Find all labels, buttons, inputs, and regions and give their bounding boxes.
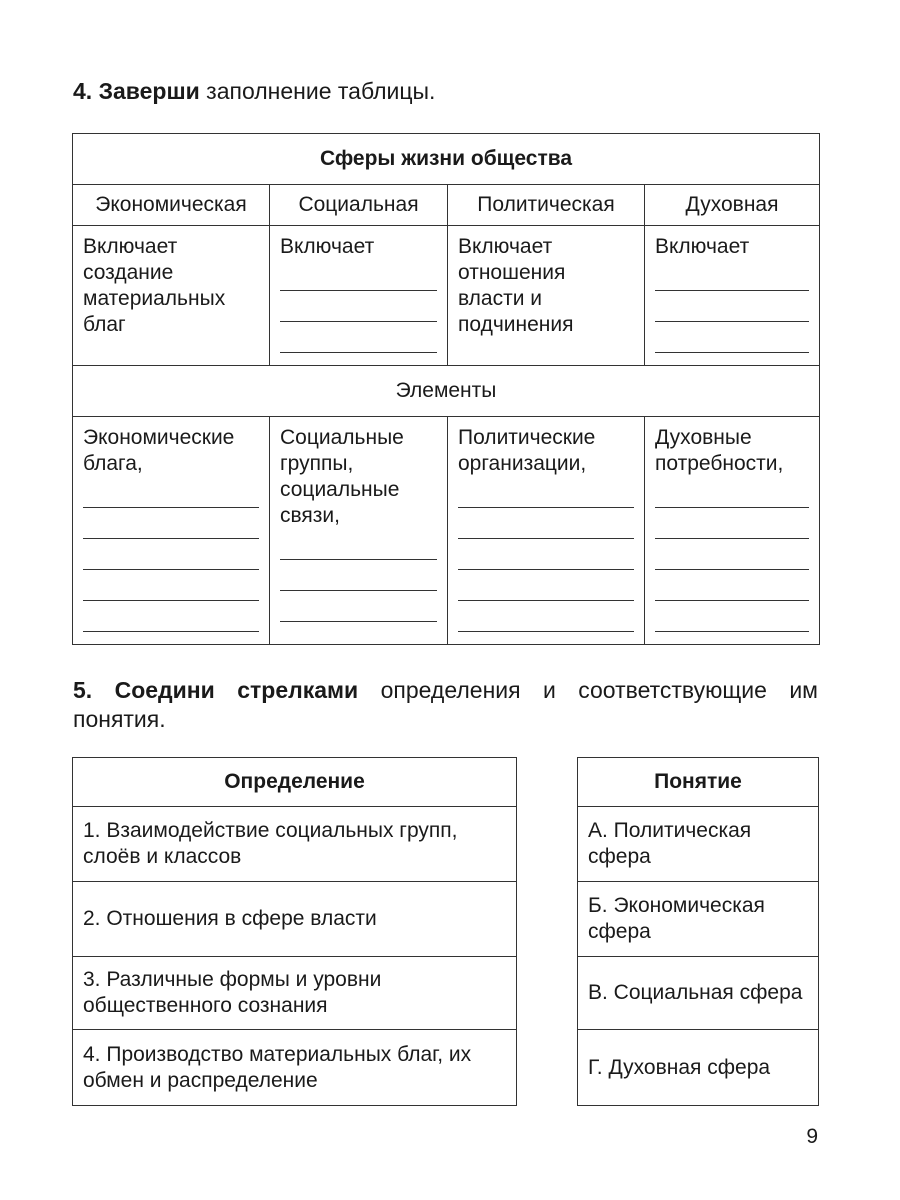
answer-line[interactable]: [655, 601, 809, 632]
concept-item[interactable]: Б. Экономическая сфера: [578, 882, 818, 957]
answer-line[interactable]: [458, 570, 634, 601]
includes-spiritual: [645, 226, 820, 366]
includes-social: [270, 226, 448, 366]
spheres-table: [72, 133, 820, 645]
includes-text: Включает создание материальных благ: [83, 235, 226, 336]
answer-line[interactable]: [458, 601, 634, 632]
concepts-header: Понятие: [578, 758, 818, 807]
answer-line[interactable]: [655, 260, 809, 291]
concept-item[interactable]: Г. Духовная сфера: [588, 1055, 771, 1079]
task-text: заполнение таблицы.: [199, 78, 436, 104]
answer-line[interactable]: [83, 508, 259, 539]
answer-line[interactable]: [655, 570, 809, 601]
definitions-table: [72, 757, 517, 1106]
elements-political: [448, 417, 645, 645]
includes-economic: [73, 226, 270, 366]
answer-line[interactable]: [280, 560, 437, 591]
answer-line[interactable]: [83, 570, 259, 601]
answer-line[interactable]: [280, 591, 437, 622]
answer-line[interactable]: [655, 477, 809, 508]
answer-line[interactable]: [83, 601, 259, 632]
elements-header: Элементы: [73, 366, 820, 417]
answer-line[interactable]: [83, 539, 259, 570]
task-verb: Соедини стрелками: [114, 677, 359, 703]
col-header-spiritual: Духовная: [645, 185, 820, 226]
elements-economic: [73, 417, 270, 645]
task-verb: Заверши: [98, 78, 200, 104]
includes-text: Включает отношения власти и подчинения: [458, 235, 574, 336]
elements-social: [270, 417, 448, 645]
col-header-social: Социальная: [270, 185, 448, 226]
page-number: 9: [806, 1125, 818, 1148]
task-5-title: [73, 676, 818, 734]
task-4-title: [73, 77, 435, 105]
definition-item[interactable]: 2. Отношения в сфере власти: [73, 882, 516, 957]
elements-text: Экономические блага,: [83, 426, 235, 475]
elements-text: Духовные потребности,: [655, 426, 784, 475]
answer-line[interactable]: [458, 539, 634, 570]
answer-line[interactable]: [655, 539, 809, 570]
answer-line[interactable]: [280, 322, 437, 353]
includes-text: Включает: [280, 235, 375, 258]
answer-line[interactable]: [655, 322, 809, 353]
answer-line[interactable]: [83, 477, 259, 508]
definition-item[interactable]: 1. Взаимодействие социальных групп, слоёв и классов: [73, 807, 516, 882]
concept-item[interactable]: А. Политическая сфера: [578, 807, 818, 882]
col-header-political: Политическая: [448, 185, 645, 226]
task-number: 4.: [73, 78, 93, 104]
answer-line[interactable]: [655, 508, 809, 539]
col-header-economic: Экономическая: [73, 185, 270, 226]
concept-item[interactable]: В. Социальная сфера: [578, 957, 818, 1030]
answer-line[interactable]: [280, 291, 437, 322]
answer-line[interactable]: [655, 291, 809, 322]
includes-political: [448, 226, 645, 366]
elements-spiritual: [645, 417, 820, 645]
answer-line[interactable]: [280, 529, 437, 560]
task-text: определения и соответствующие им понятия.: [73, 677, 818, 732]
definition-item[interactable]: 3. Различные формы и уровни общественного сознания: [73, 957, 516, 1030]
elements-text: Политические организации,: [458, 426, 596, 475]
concepts-table: [577, 757, 819, 1106]
table-title: Сферы жизни общества: [73, 134, 820, 185]
answer-line[interactable]: [458, 477, 634, 508]
definition-item[interactable]: 4. Производство материальных благ, их обмен и распределение: [83, 1042, 472, 1092]
answer-line[interactable]: [458, 508, 634, 539]
answer-line[interactable]: [280, 260, 437, 291]
task-number: 5.: [73, 677, 93, 703]
includes-text: Включает: [655, 235, 750, 258]
definitions-header: Определение: [73, 758, 516, 807]
elements-text: Социальные группы, социальные связи,: [280, 426, 404, 527]
